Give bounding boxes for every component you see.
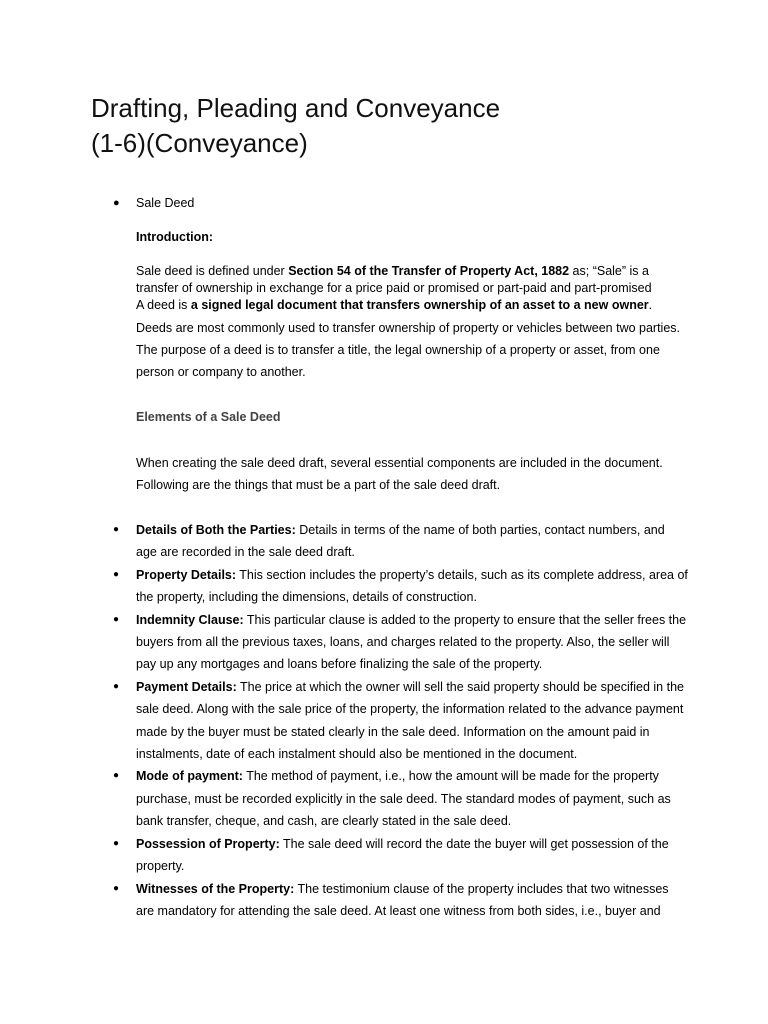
element-label: Witnesses of the Property: [136, 881, 295, 896]
intro-paragraph-1 [136, 263, 684, 297]
element-list-item [113, 564, 688, 609]
document-title [91, 91, 731, 161]
element-text: This section includes the property’s details, such as its complete address, area of the property, including the dimensions, details of construction. [136, 567, 688, 605]
element-label: Payment Details: [136, 679, 237, 694]
intro-p2-post: . [648, 298, 653, 312]
element-list-item [113, 676, 688, 766]
intro-p1-post: as; “Sale” is a transfer of ownership in exchange for a price paid or promised or part-paid and part-promised [136, 264, 652, 295]
element-label: Mode of payment: [136, 769, 243, 784]
element-text: The price at which the owner will sell the said property should be specified in the sale deed. Along with the sale price of the property, the information related to the advance payment made by the buyer must be stated clearly in the sale deed. Information on the amount paid in instalments, date of each instalment should also be mentioned in the document. [136, 679, 684, 762]
title-line-1: Drafting, Pleading and Conveyance [91, 93, 501, 123]
element-text: The method of payment, i.e., how the amount will be made for the property purchase, must be recorded explicitly in the sale deed. The standard modes of payment, such as bank transfer, cheque, and cash, are clearly stated in the sale deed. [136, 769, 671, 829]
elements-heading: Elements of a Sale Deed [136, 410, 281, 424]
elements-intro: When creating the sale deed draft, several essential components are included in the document. Following are the things that must be a part of the sale deed draft. [136, 456, 663, 492]
element-label: Details of Both the Parties: [136, 523, 296, 537]
intro-p1-pre: Sale deed is defined under [136, 264, 289, 278]
element-list-item [113, 833, 688, 878]
element-label: Indemnity Clause: [136, 612, 244, 627]
intro-p2-pre: A deed is [136, 298, 191, 312]
introduction-heading: Introduction: [136, 230, 214, 244]
element-list-item [113, 609, 688, 676]
element-label: Property Details: [136, 567, 237, 582]
bullet-icon: ● [113, 197, 120, 209]
intro-paragraph-2 [136, 297, 684, 314]
elements-list [113, 519, 688, 922]
sale-deed-label: Sale Deed [136, 196, 195, 210]
element-list-item [113, 519, 688, 564]
intro-paragraph-3: Deeds are most commonly used to transfer ownership of property or vehicles between two parties. The purpose of a deed is to transfer a title, the legal ownership of a property or asset, from one person or company to another. [136, 321, 681, 379]
intro-p2-bold: a signed legal document that transfers ownership of an asset to a new owner [190, 298, 649, 312]
intro-p1-bold: Section 54 of the Transfer of Property Act, 1882 [288, 264, 570, 278]
element-list-item [113, 765, 688, 832]
element-text: The testimonium clause of the property includes that two witnesses are mandatory for attending the sale deed. At least one witness from both sides, i.e., buyer and [136, 881, 669, 918]
title-line-2: (1-6)(Conveyance) [91, 128, 308, 158]
element-label: Possession of Property: [136, 836, 280, 851]
element-text: The sale deed will record the date the buyer will get possession of the property. [136, 836, 669, 874]
element-text: This particular clause is added to the property to ensure that the seller frees the buyers from all the previous taxes, loans, and charges related to the property. Also, the seller will pay up any mortgages and loans before finalizing the sale of the property. [136, 612, 687, 672]
element-text: Details in terms of the name of both parties, contact numbers, and age are recorded in the sale deed draft. [136, 523, 665, 560]
element-list-item [113, 878, 688, 923]
